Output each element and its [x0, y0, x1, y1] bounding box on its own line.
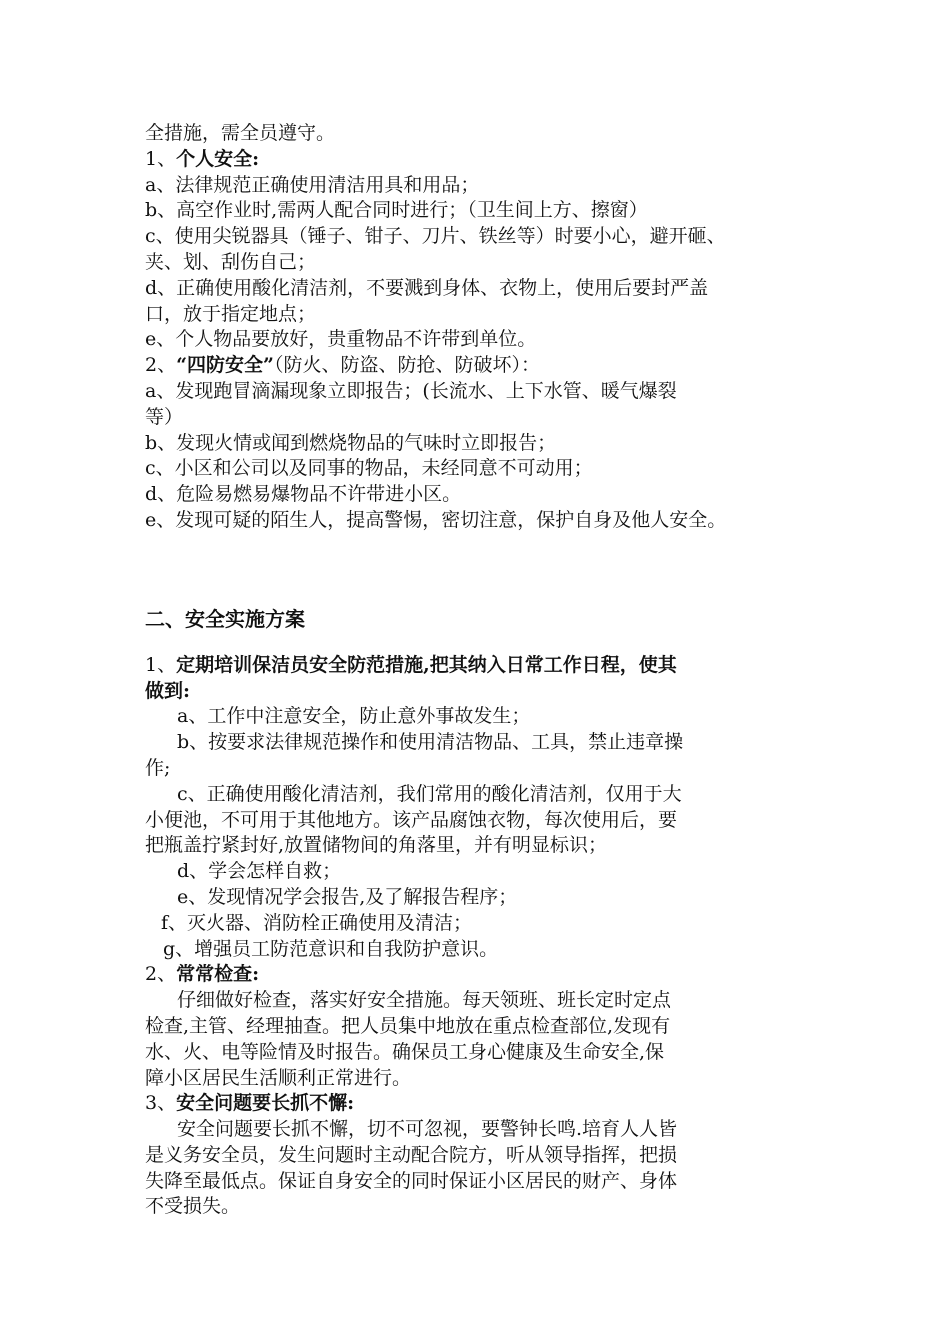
part1-item: a、工作中注意安全，防止意外事故发生； — [177, 705, 531, 728]
personal-item: 口，放于指定地点； — [145, 302, 317, 325]
part2-line: 检查,主管、经理抽查。把人员集中地放在重点检查部位,发现有 — [145, 1014, 671, 1037]
personal-item: b、高空作业时,需两人配合同时进行；（卫生间上方、擦窗） — [145, 199, 648, 222]
part1-item: f、灭火器、消防栓正确使用及清洁； — [161, 911, 473, 934]
four-prevention-number: 2、 — [145, 354, 177, 377]
four-prevention-item: b、发现火情或闻到燃烧物品的气味时立即报告； — [145, 431, 557, 454]
part1-item: d、学会怎样自救； — [177, 860, 342, 883]
four-prevention-heading — [145, 353, 835, 379]
part3-title: 安全问题要长抓不懈: — [176, 1092, 355, 1115]
personal-item: a、法律规范正确使用清洁用具和用品； — [145, 173, 480, 196]
part1-item-cont: 把瓶盖拧紧封好,放置储物间的角落里，并有明显标识； — [145, 834, 608, 857]
part1-title-line-2: 做到: — [145, 679, 191, 702]
part1-title: 定期培训保洁员安全防范措施,把其纳入日常工作日程，使其 — [176, 653, 677, 676]
section-part-2 — [145, 962, 835, 1091]
four-prevention-title: “四防安全” — [176, 354, 274, 377]
part1-item: g、增强员工防范意识和自我防护意识。 — [163, 937, 499, 960]
four-prevention-item: c、小区和公司以及同事的物品，未经同意不可动用； — [145, 457, 593, 480]
part1-item-cont: 小便池，不可用于其他地方。该产品腐蚀衣物，每次使用后，要 — [145, 808, 678, 831]
part1-title-line-1 — [145, 653, 835, 679]
section-part-3 — [145, 1091, 835, 1220]
part2-line: 障小区居民生活顺利正常进行。 — [145, 1066, 412, 1089]
part2-heading — [145, 962, 835, 988]
part2-line: 水、火、电等险情及时报告。确保员工身心健康及生命安全,保 — [145, 1040, 665, 1063]
document-page — [145, 121, 835, 1220]
intro-line: 全措施，需全员遵守。 — [145, 122, 336, 144]
personal-item: c、使用尖锐器具（锤子、钳子、刀片、铁丝等）时要小心，避开砸、 — [145, 225, 726, 248]
part3-line: 是义务安全员，发生问题时主动配合院方，听从领导指挥，把损 — [145, 1143, 678, 1166]
section-part-1 — [145, 653, 835, 963]
four-prevention-item: d、危险易燃易爆物品不许带进小区。 — [145, 483, 462, 506]
part2-title: 常常检查: — [176, 963, 260, 986]
personal-safety-number: 1、 — [145, 147, 177, 170]
part3-line: 不受损失。 — [145, 1195, 241, 1218]
personal-safety-heading — [145, 147, 835, 173]
four-prevention-suffix: （防火、防盗、防抢、防破坏）： — [273, 354, 540, 377]
four-prevention-item: 等） — [145, 405, 184, 428]
part2-line: 仔细做好检查，落实好安全措施。每天领班、班长定时定点 — [177, 989, 672, 1012]
part1-number: 1、 — [145, 653, 177, 676]
part1-item: b、按要求法律规范操作和使用清洁物品、工具，禁止违章操 — [177, 731, 684, 754]
part3-number: 3、 — [145, 1092, 177, 1115]
part2-number: 2、 — [145, 963, 177, 986]
section-heading: 二、安全实施方案 — [145, 606, 305, 631]
part1-item-cont: 作; — [145, 756, 171, 779]
part1-item: c、正确使用酸化清洁剂，我们常用的酸化清洁剂，仅用于大 — [177, 782, 682, 805]
personal-safety-title: 个人安全: — [176, 147, 260, 170]
four-prevention-item: e、发现可疑的陌生人，提高警惕，密切注意，保护自身及他人安全。 — [145, 508, 727, 531]
personal-item: 夹、划、刮伤自己； — [145, 250, 317, 273]
part3-heading — [145, 1091, 835, 1117]
personal-item: d、正确使用酸化清洁剂，不要溅到身体、衣物上，使用后要封严盖 — [145, 276, 709, 299]
four-prevention-item: a、发现跑冒滴漏现象立即报告；(长流水、上下水管、暖气爆裂 — [145, 379, 677, 402]
personal-item: e、个人物品要放好，贵重物品不许带到单位。 — [145, 328, 537, 351]
part1-item: e、发现情况学会报告,及了解报告程序； — [177, 885, 518, 908]
part3-line: 失降至最低点。保证自身安全的同时保证小区居民的财产、身体 — [145, 1169, 678, 1192]
part3-line: 安全问题要长抓不懈，切不可忽视，要警钟长鸣.培育人人皆 — [177, 1118, 678, 1141]
